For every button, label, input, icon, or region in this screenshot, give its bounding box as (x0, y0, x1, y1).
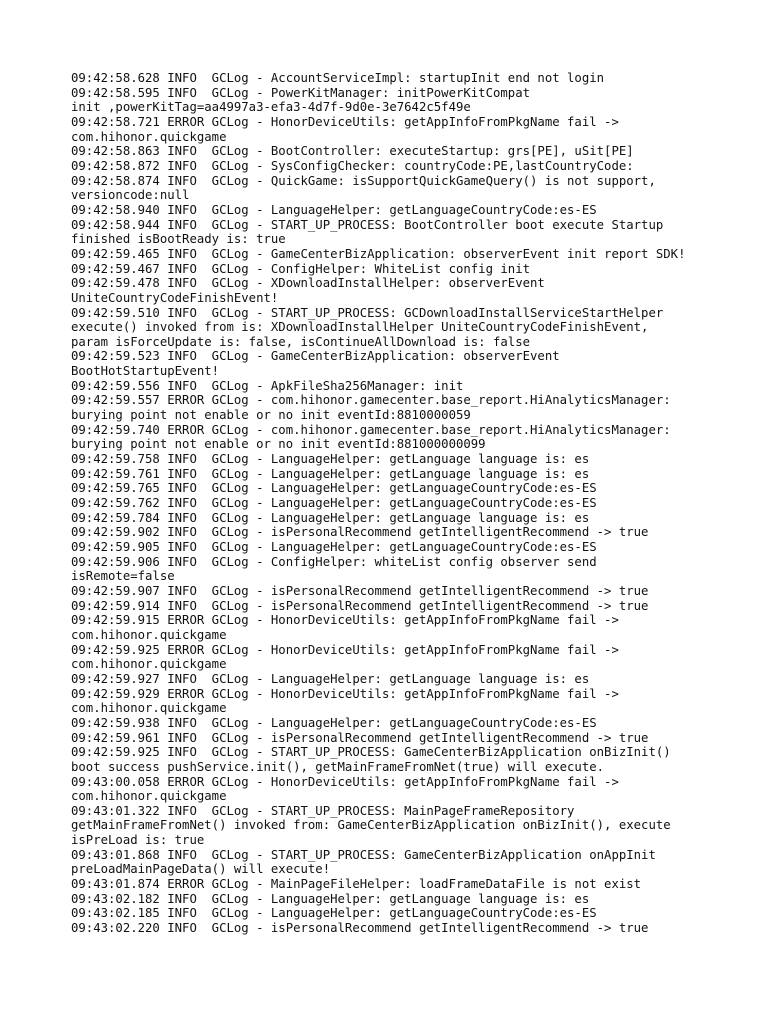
log-line: com.hihonor.quickgame (71, 129, 227, 144)
log-line: 09:42:59.925 ERROR GCLog - HonorDeviceUtils: getAppInfoFromPkgName fail -> (71, 642, 619, 657)
log-line: 09:42:58.874 INFO GCLog - QuickGame: isSupportQuickGameQuery() is not support, (71, 173, 656, 188)
log-line: 09:42:58.721 ERROR GCLog - HonorDeviceUtils: getAppInfoFromPkgName fail -> (71, 114, 619, 129)
log-line: getMainFrameFromNet() invoked from: GameCenterBizApplication onBizInit(), execute (71, 818, 671, 833)
log-line: 09:42:59.905 INFO GCLog - LanguageHelper: getLanguageCountryCode:es-ES (71, 540, 597, 554)
log-line: UniteCountryCodeFinishEvent! (71, 290, 279, 305)
log-line: BootHotStartupEvent! (71, 364, 220, 379)
log-line: 09:42:59.907 INFO GCLog - isPersonalRecommend getIntelligentRecommend -> true (71, 583, 649, 598)
log-line: burying point not enable or no init eventId:8810000059 (71, 408, 471, 423)
log-line: 09:42:59.758 INFO GCLog - LanguageHelper: getLanguage language is: es (71, 452, 590, 467)
log-line: com.hihonor.quickgame (71, 627, 227, 642)
log-line: 09:42:59.925 INFO GCLog - START_UP_PROCESS: GameCenterBizApplication onBizInit() (71, 745, 671, 760)
log-line: 09:43:01.322 INFO GCLog - START_UP_PROCESS: MainPageFrameRepository (71, 803, 575, 818)
log-line: com.hihonor.quickgame (71, 701, 227, 716)
log-line: boot success pushService.init(), getMainFrameFromNet(true) will execute. (71, 759, 605, 774)
log-line: 09:42:59.902 INFO GCLog - isPersonalRecommend getIntelligentRecommend -> true (71, 525, 649, 540)
log-line: finished isBootReady is: true (71, 232, 286, 247)
log-line: 09:42:58.940 INFO GCLog - LanguageHelper: getLanguageCountryCode:es-ES (71, 202, 597, 217)
log-line: 09:43:01.874 ERROR GCLog - MainPageFileHelper: loadFrameDataFile is not exist (71, 877, 642, 892)
log-line: 09:42:59.914 INFO GCLog - isPersonalRecommend getIntelligentRecommend -> true (71, 598, 649, 613)
log-line: 09:42:59.556 INFO GCLog - ApkFileSha256Manager: init (71, 378, 464, 393)
log-line: 09:43:00.058 ERROR GCLog - HonorDeviceUtils: getAppInfoFromPkgName fail -> (71, 774, 619, 789)
log-line: 09:42:59.927 INFO GCLog - LanguageHelper: getLanguage language is: es (71, 671, 590, 686)
log-line: burying point not enable or no init eventId:881000000099 (71, 437, 486, 452)
log-line: isRemote=false (71, 569, 175, 584)
log-line: com.hihonor.quickgame (71, 657, 227, 672)
log-line: 09:42:59.761 INFO GCLog - LanguageHelper: getLanguage language is: es (71, 466, 590, 481)
log-line: 09:42:59.915 ERROR GCLog - HonorDeviceUtils: getAppInfoFromPkgName fail -> (71, 613, 619, 628)
log-line: 09:42:58.944 INFO GCLog - START_UP_PROCESS: BootController boot execute Startup (71, 217, 664, 232)
log-line: 09:42:59.740 ERROR GCLog - com.hihonor.gamecenter.base_report.HiAnalyticsManager: (71, 422, 671, 437)
log-line: execute() invoked from is: XDownloadInstallHelper UniteCountryCodeFinishEvent, (71, 320, 649, 335)
log-line: 09:42:59.510 INFO GCLog - START_UP_PROCESS: GCDownloadInstallServiceStartHelper (71, 305, 664, 320)
log-line: 09:42:59.467 INFO GCLog - ConfigHelper: WhiteList config init (71, 261, 531, 276)
log-line: 09:42:59.961 INFO GCLog - isPersonalRecommend getIntelligentRecommend -> true (71, 730, 649, 745)
log-line: init ,powerKitTag=aa4997a3-efa3-4d7f-9d0e-3e7642c5f49e (71, 100, 471, 115)
log-line: 09:42:58.872 INFO GCLog - SysConfigChecker: countryCode:PE,lastCountryCode: (71, 158, 634, 173)
log-line: 09:42:59.784 INFO GCLog - LanguageHelper: getLanguage language is: es (71, 510, 590, 525)
log-line: 09:42:58.595 INFO GCLog - PowerKitManager: initPowerKitCompat (71, 85, 531, 100)
log-line: 09:43:02.185 INFO GCLog - LanguageHelper: getLanguageCountryCode:es-ES (71, 906, 597, 921)
log-line: param isForceUpdate is: false, isContinueAllDownload is: false (71, 334, 531, 349)
log-line: 09:42:59.557 ERROR GCLog - com.hihonor.gamecenter.base_report.HiAnalyticsManager: (71, 393, 671, 408)
log-line: 09:43:01.868 INFO GCLog - START_UP_PROCESS: GameCenterBizApplication onAppInit (71, 847, 656, 862)
log-line: 09:42:59.929 ERROR GCLog - HonorDeviceUtils: getAppInfoFromPkgName fail -> (71, 686, 619, 701)
log-line: com.hihonor.quickgame (71, 789, 227, 804)
log-line: 09:42:59.478 INFO GCLog - XDownloadInstallHelper: observerEvent (71, 276, 545, 291)
log-line: 09:43:02.182 INFO GCLog - LanguageHelper: getLanguage language is: es (71, 891, 590, 906)
log-line: versioncode:null (71, 188, 190, 203)
log-line: 09:42:59.523 INFO GCLog - GameCenterBizApplication: observerEvent (71, 349, 560, 364)
log-line: isPreLoad is: true (71, 833, 205, 848)
log-line: 09:43:02.220 INFO GCLog - isPersonalRecommend getIntelligentRecommend -> true (71, 921, 649, 936)
log-line: 09:42:59.906 INFO GCLog - ConfigHelper: whiteList config observer send (71, 554, 597, 569)
log-line: 09:42:59.765 INFO GCLog - LanguageHelper: getLanguageCountryCode:es-ES (71, 481, 597, 496)
log-line: 09:42:59.762 INFO GCLog - LanguageHelper: getLanguageCountryCode:es-ES (71, 496, 597, 511)
log-document (71, 71, 751, 936)
log-line: 09:42:58.863 INFO GCLog - BootController: executeStartup: grs[PE], uSit[PE] (71, 144, 634, 159)
log-line: 09:42:59.938 INFO GCLog - LanguageHelper: getLanguageCountryCode:es-ES (71, 715, 597, 730)
log-line: 09:42:59.465 INFO GCLog - GameCenterBizApplication: observerEvent init report SDK! (71, 246, 686, 261)
log-line: 09:42:58.628 INFO GCLog - AccountServiceImpl: startupInit end not login (71, 71, 605, 85)
log-line: preLoadMainPageData() will execute! (71, 862, 331, 877)
